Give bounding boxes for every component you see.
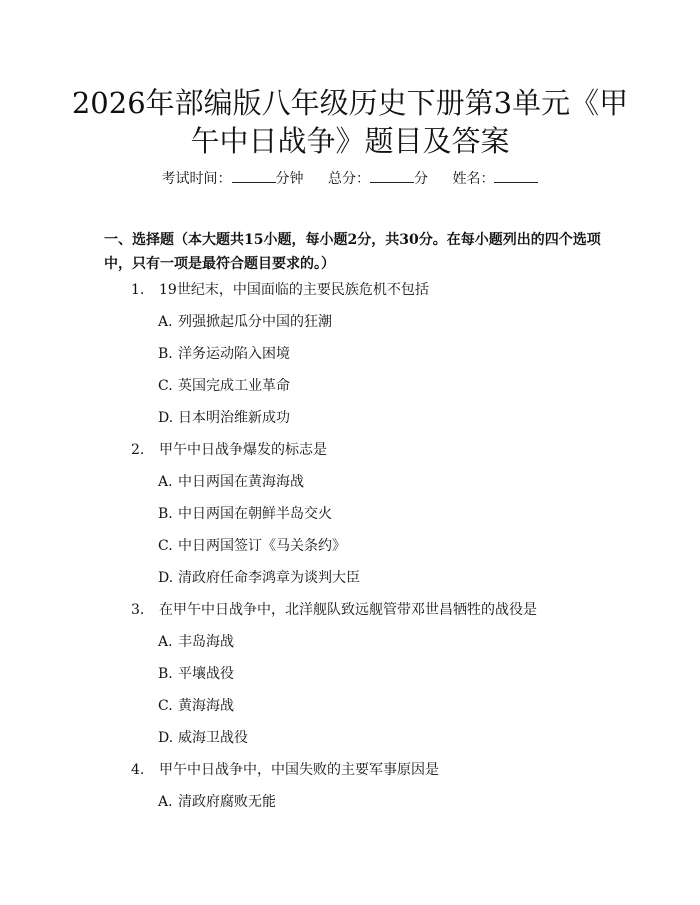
- option-letter: D.: [158, 410, 174, 426]
- question-number: 1.: [131, 282, 145, 298]
- option-letter: C.: [158, 378, 173, 394]
- option-text: 平壤战役: [178, 666, 234, 682]
- question-number: 3.: [131, 602, 145, 618]
- option-text: 中日两国在黄海海战: [178, 474, 304, 490]
- option-letter: C.: [158, 698, 173, 714]
- student-name-label: 姓名：: [452, 171, 495, 187]
- student-name-blank: [494, 170, 538, 183]
- option-letter: C.: [158, 538, 173, 554]
- option-text: 黄海海战: [178, 698, 234, 714]
- question-number: 4.: [131, 762, 145, 778]
- option-letter: B.: [158, 506, 173, 522]
- option-letter: D.: [158, 570, 174, 586]
- option-text: 英国完成工业革命: [178, 378, 290, 394]
- question-stem: 在甲午中日战争中，北洋舰队致远舰管带邓世昌牺牲的战役是: [159, 602, 537, 618]
- exam-time-blank: [232, 170, 276, 183]
- option-letter: A.: [158, 634, 173, 650]
- option-letter: D.: [158, 730, 174, 746]
- option-text: 清政府腐败无能: [178, 794, 276, 810]
- option-text: 中日两国签订《马关条约》: [178, 538, 346, 554]
- exam-info-row: [0, 170, 700, 188]
- question-stem: 19世纪末，中国面临的主要民族危机不包括: [159, 282, 429, 298]
- total-score-label: 总分：: [328, 171, 370, 187]
- option-text: 丰岛海战: [178, 634, 234, 650]
- option-text: 列强掀起瓜分中国的狂潮: [178, 314, 332, 330]
- option-text: 威海卫战役: [178, 730, 248, 746]
- document-title: [60, 84, 640, 160]
- option-letter: A.: [158, 794, 173, 810]
- student-name-field: [452, 170, 538, 188]
- title-line-2: 午中日战争》题目及答案: [190, 124, 510, 158]
- option-text: 洋务运动陷入困境: [178, 346, 290, 362]
- option-letter: A.: [158, 314, 173, 330]
- question-stem: 甲午中日战争中，中国失败的主要军事原因是: [159, 762, 439, 778]
- exam-time-unit: 分钟: [275, 171, 304, 187]
- option-letter: A.: [158, 474, 173, 490]
- option-text: 日本明治维新成功: [178, 410, 290, 426]
- option-letter: B.: [158, 346, 173, 362]
- total-score-blank: [370, 170, 414, 183]
- question-number: 2.: [131, 442, 145, 458]
- total-score-field: [328, 170, 428, 188]
- total-score-unit: 分: [414, 171, 428, 187]
- exam-time-field: [162, 170, 304, 188]
- exam-time-label: 考试时间：: [161, 171, 232, 187]
- section-heading: 一、选择题（本大题共15小题，每小题2分，共30分。在每小题列出的四个选项中，只有一项是最符合题目要求的。）: [104, 232, 601, 272]
- title-line-1: 2026年部编版八年级历史下册第3单元《甲: [71, 86, 629, 120]
- option-letter: B.: [158, 666, 173, 682]
- option-text: 清政府任命李鸿章为谈判大臣: [178, 570, 360, 586]
- option-text: 中日两国在朝鲜半岛交火: [178, 506, 332, 522]
- question-stem: 甲午中日战争爆发的标志是: [159, 442, 327, 458]
